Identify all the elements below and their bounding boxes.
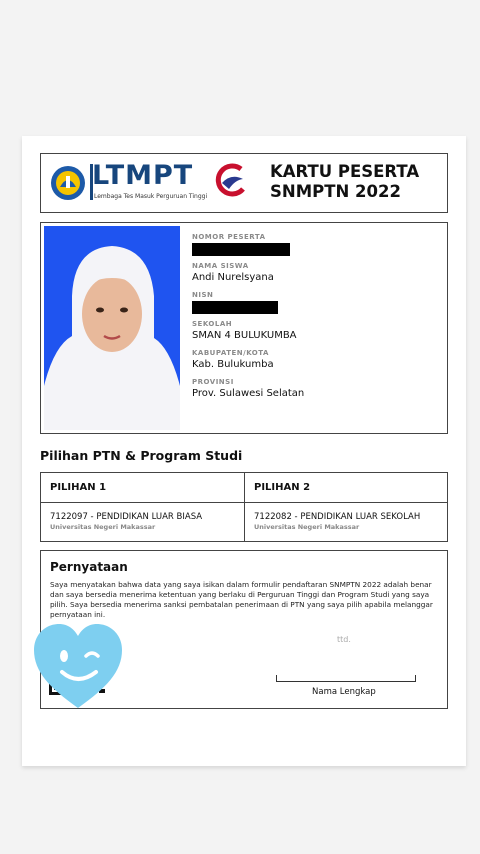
choices-table [40,472,448,542]
nisn-label: NISN [192,291,214,299]
card-title-line2: SNMPTN 2022 [270,182,401,201]
participant-portrait [44,226,180,430]
declaration-text: Saya menyatakan bahwa data yang saya isikan dalam formulir pendaftaran SNMPTN 2022 adalah benar dan saya bersedia menerima ketentuan yang berlaku di Perguruan Tinggi dan Program Studi yang saya pilih. Saya bersedia menerima sanksi pembatalan penerimaan di PTN yang saya pilih apabila melanggar pernyataan ini. [50,580,433,619]
choice-1-university: Universitas Negeri Makassar [50,523,156,531]
ltmpt-logo-text: LTMPT [92,160,194,191]
tut-wuri-handayani-emblem-icon [50,165,86,201]
sekolah-value: SMAN 4 BULUKUMBA [192,330,297,341]
signature-hint: ttd. [337,635,351,644]
heart-face-sticker-icon [30,620,126,712]
signature-name-label: Nama Lengkap [312,687,376,697]
declaration-title: Pernyataan [50,560,128,574]
card-header [40,153,448,213]
signature-line [276,675,416,682]
provinsi-value: Prov. Sulawesi Selatan [192,388,305,399]
nisn-value [192,300,442,320]
nomor-peserta-label: NOMOR PESERTA [192,233,266,241]
choices-section-title: Pilihan PTN & Program Studi [40,448,243,463]
nama-siswa-value: Andi Nurelsyana [192,272,274,283]
choice-2-university: Universitas Negeri Makassar [254,523,360,531]
redaction-bar [192,243,290,256]
sekolah-label: SEKOLAH [192,320,233,328]
participant-photo [44,226,180,430]
provinsi-label: PROVINSI [192,378,234,386]
participant-info [40,222,448,434]
nomor-peserta-value [192,242,442,262]
kabupaten-label: KABUPATEN/KOTA [192,349,269,357]
kabupaten-value: Kab. Bulukumba [192,359,274,370]
choice-column-2 [245,473,447,541]
nama-siswa-label: NAMA SISWA [192,262,249,270]
choice-1-header: PILIHAN 1 [41,473,244,503]
choice-1-program: 7122097 - PENDIDIKAN LUAR BIASA [50,512,203,522]
snmptn-logo-icon [213,163,249,199]
choice-2-program: 7122082 - PENDIDIKAN LUAR SEKOLAH [254,512,421,522]
choice-column-1 [41,473,245,541]
participant-fields [192,233,442,407]
ltmpt-logo-subtitle: Lembaga Tes Masuk Perguruan Tinggi [94,193,208,200]
card-title-line1: KARTU PESERTA [270,162,420,181]
choice-2-header: PILIHAN 2 [245,473,447,503]
card-title [270,162,419,202]
redaction-bar [192,301,278,314]
